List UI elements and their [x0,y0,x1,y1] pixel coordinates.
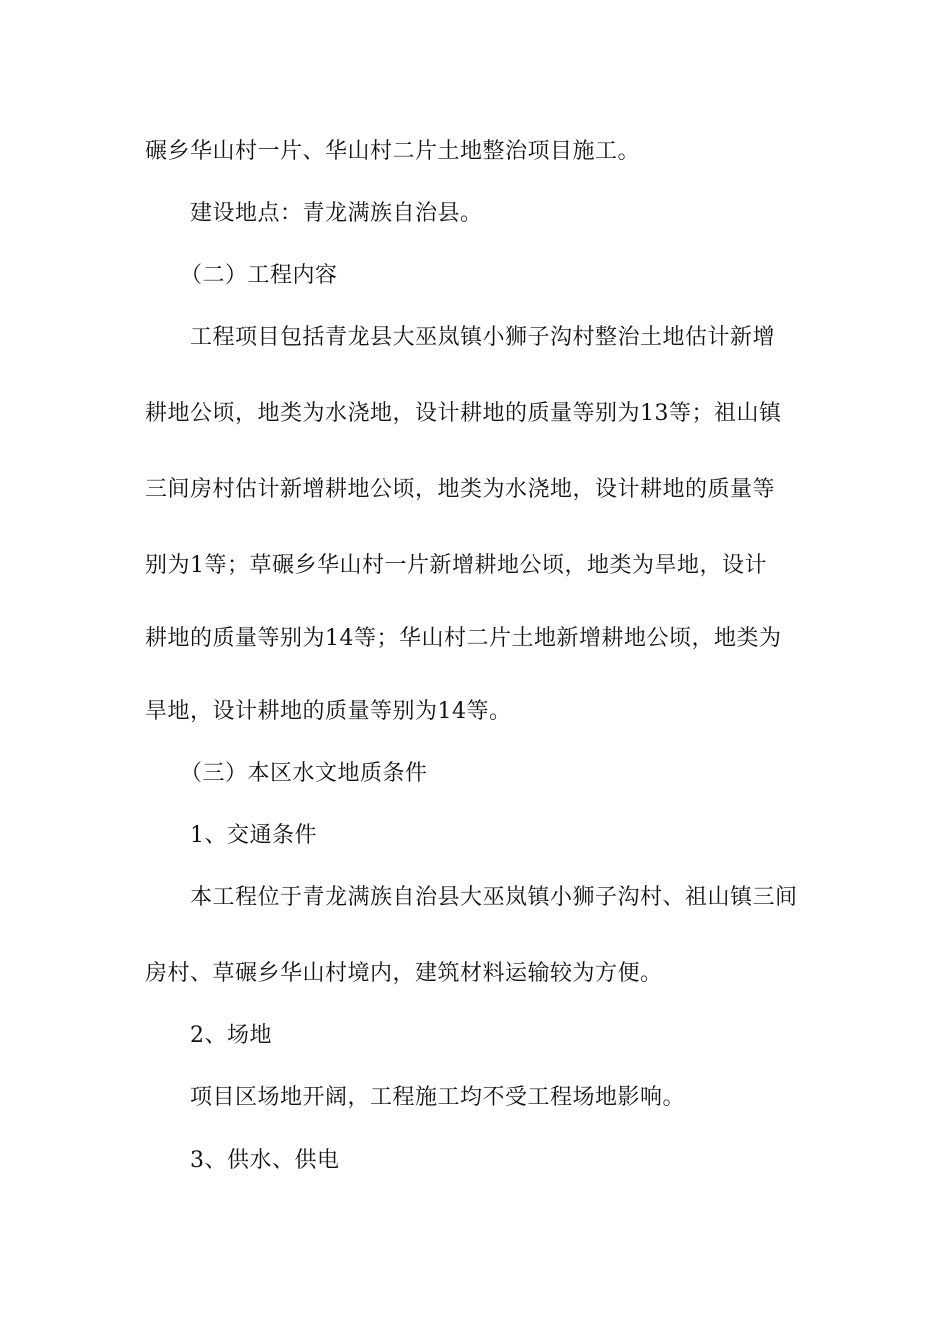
paragraph-line: 耕地公顷，地类为水浇地，设计耕地的质量等别为13等；祖山镇 [145,401,782,426]
paragraph-line: 建设地点：青龙满族自治县。 [190,201,483,226]
paragraph-line: 房村、草碾乡华山村境内，建筑材料运输较为方便。 [145,961,663,986]
subsection-heading: 1、交通条件 [190,823,317,848]
subsection-heading: 2、场地 [190,1023,272,1048]
paragraph-line: 工程项目包括青龙县大巫岚镇小狮子沟村整治土地估计新增 [190,325,776,350]
paragraph-line: 三间房村估计新增耕地公顷，地类为水浇地，设计耕地的质量等 [145,477,776,502]
paragraph-line: 别为1等；草碾乡华山村一片新增耕地公顷，地类为旱地，设计 [145,553,767,578]
paragraph-line: 本工程位于青龙满族自治县大巫岚镇小狮子沟村、祖山镇三间 [190,885,798,910]
section-heading: （三）本区水文地质条件 [180,761,428,786]
paragraph-line: 项目区场地开阔，工程施工均不受工程场地影响。 [190,1085,686,1110]
section-heading: （二）工程内容 [180,263,338,288]
subsection-heading: 3、供水、供电 [190,1148,340,1173]
paragraph-line: 耕地的质量等别为14等；华山村二片土地新增耕地公顷，地类为 [145,626,782,651]
paragraph-line: 碾乡华山村一片、华山村二片土地整治项目施工。 [145,139,641,164]
paragraph-line: 旱地，设计耕地的质量等别为14等。 [145,699,512,724]
